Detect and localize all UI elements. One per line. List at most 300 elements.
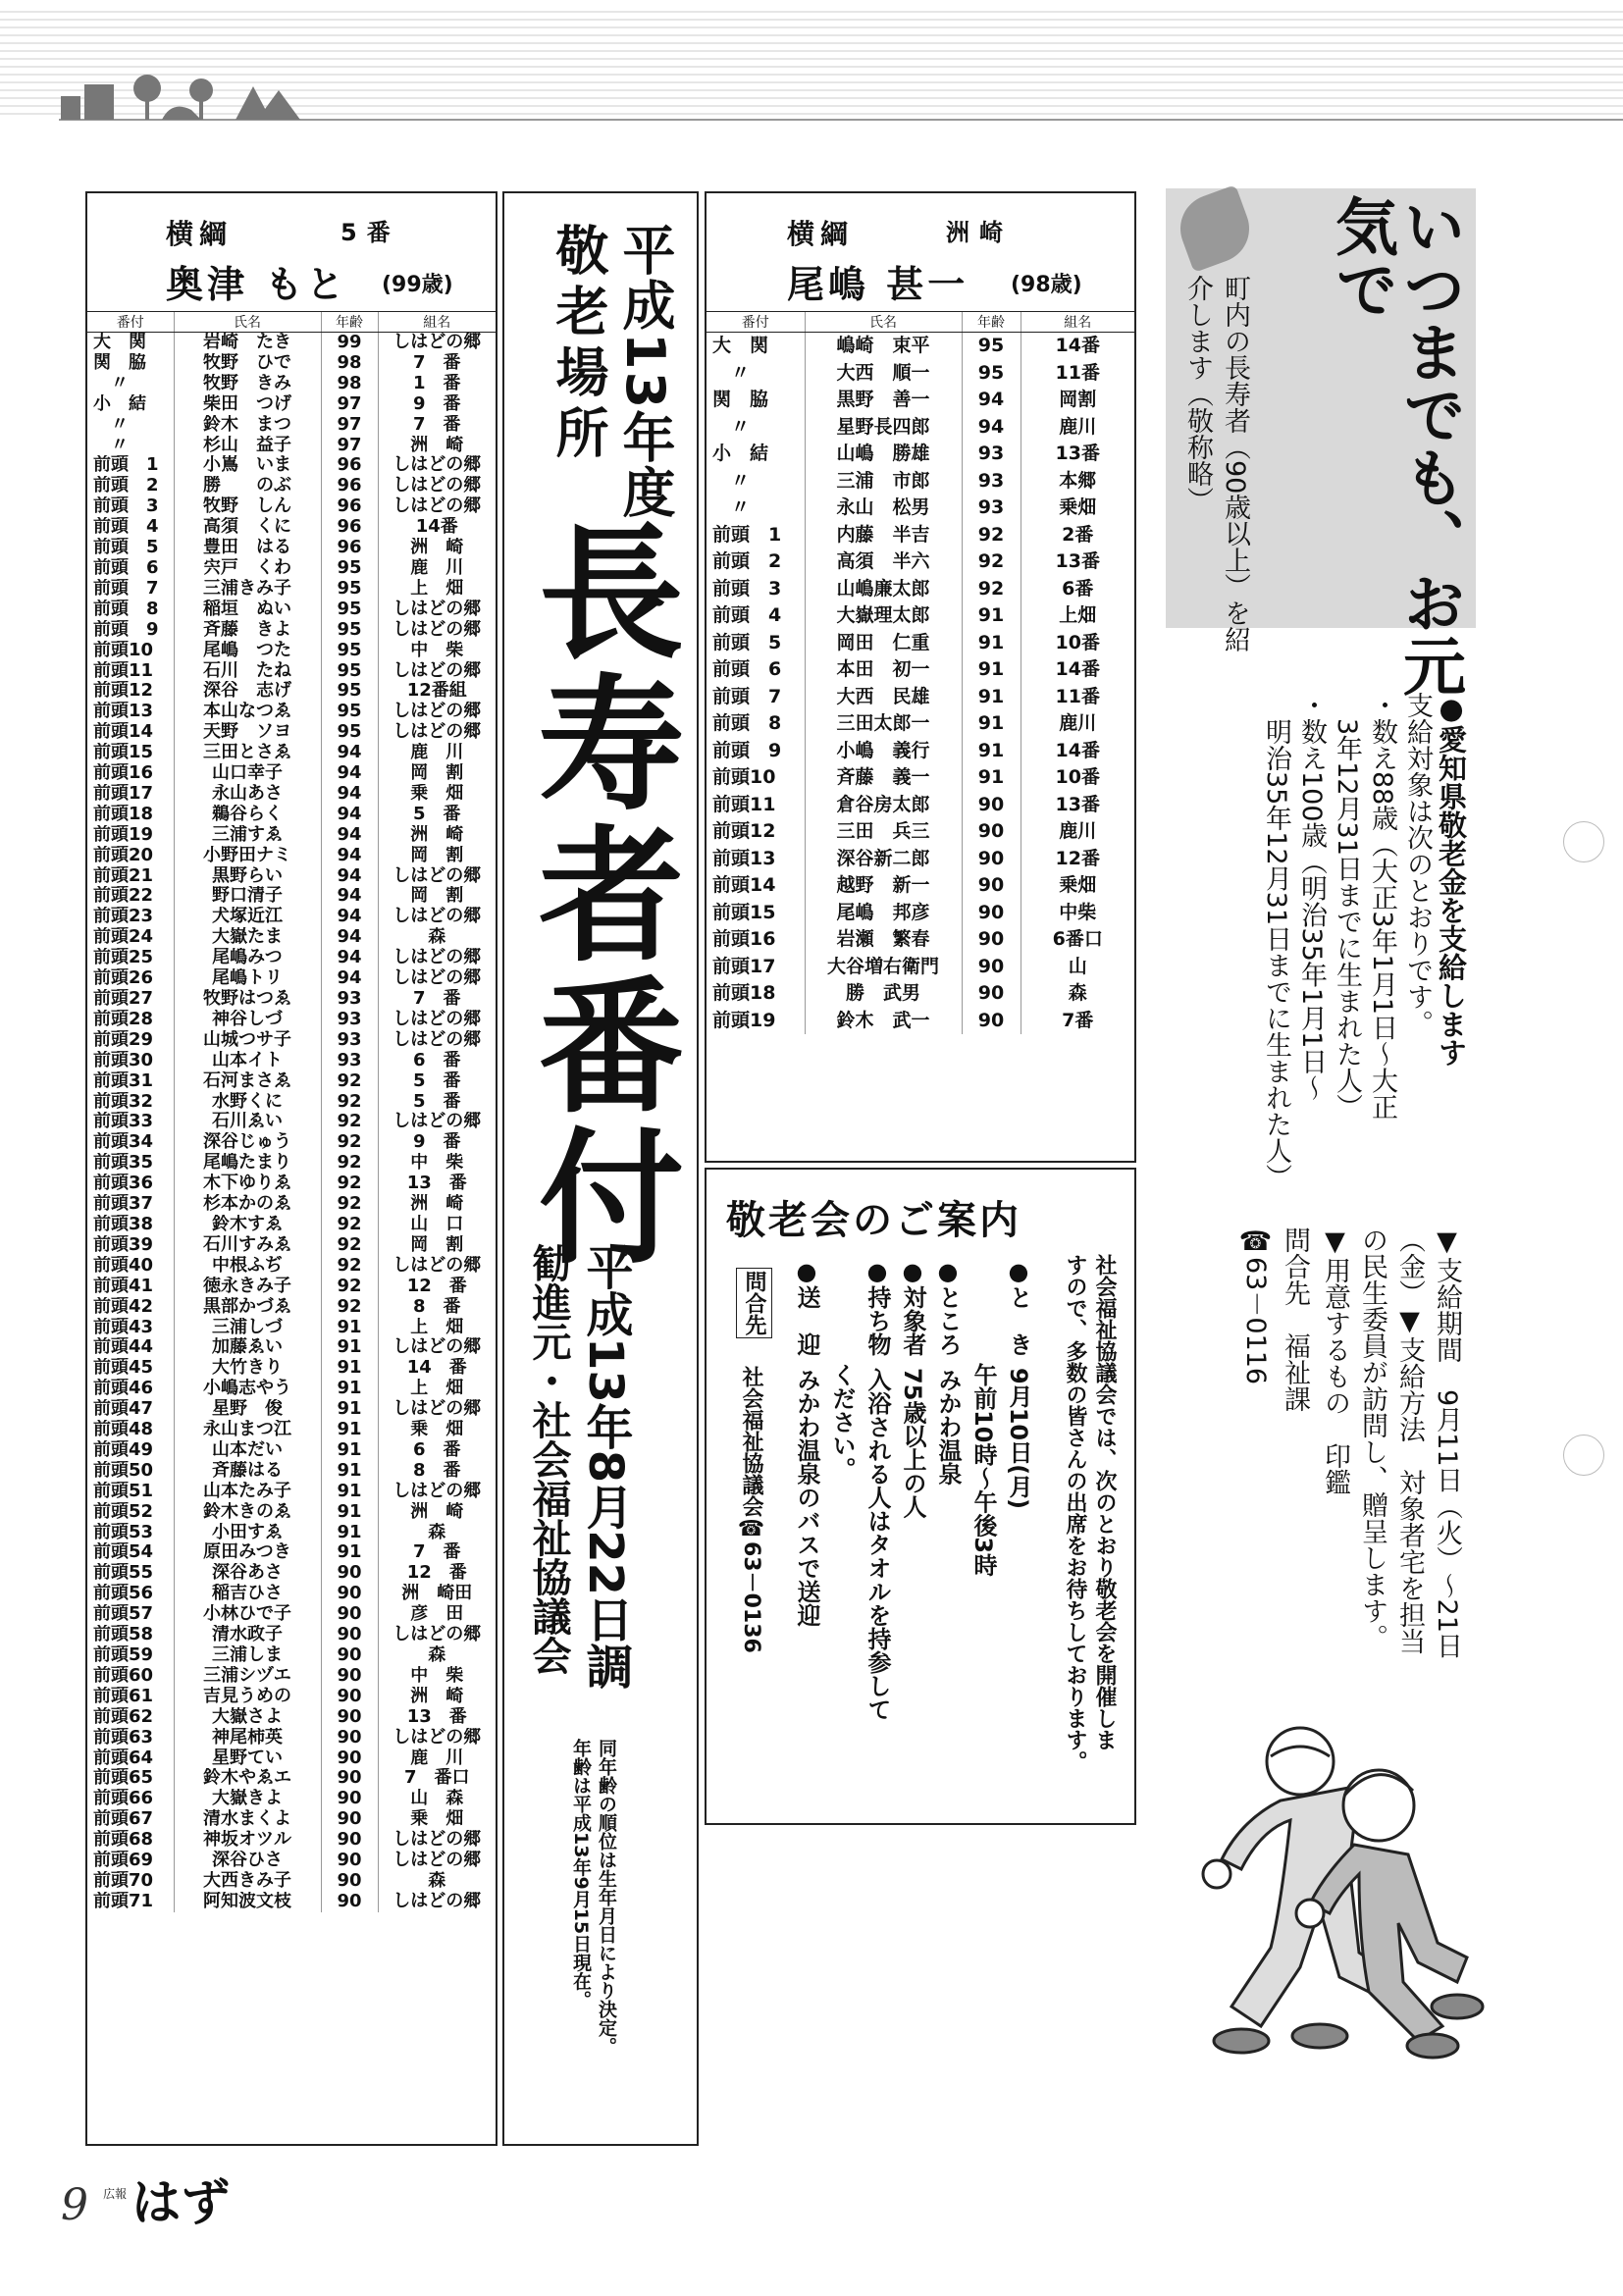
table-row xyxy=(87,1871,496,1892)
table-row xyxy=(87,1318,496,1338)
age-cell: 96 xyxy=(321,538,378,558)
rank-cell: 前頭 2 xyxy=(712,550,782,572)
rank-cell: 前頭 6 xyxy=(712,658,782,680)
group-cell: 乗畑 xyxy=(1021,495,1134,522)
name-cell: 黒野らい xyxy=(174,866,321,887)
group-cell: 上 畑 xyxy=(378,1318,496,1338)
guide-item-label: ●対象者 xyxy=(899,1258,926,1356)
table-row xyxy=(707,926,1134,954)
guide-item-label: ●送 迎 xyxy=(793,1258,820,1356)
rank-cell: 前頭28 xyxy=(93,1009,154,1029)
group-cell: しはどの郷 xyxy=(378,1830,496,1851)
rank-cell: 前頭21 xyxy=(93,865,154,886)
age-cell: 90 xyxy=(321,1604,378,1625)
rank-cell: 前頭40 xyxy=(93,1255,154,1276)
group-cell: 8 番 xyxy=(378,1461,496,1482)
age-cell: 90 xyxy=(321,1809,378,1830)
group-cell: 11番 xyxy=(1021,360,1134,388)
rank-cell: 前頭 6 xyxy=(93,557,159,578)
age-cell: 91 xyxy=(962,602,1021,630)
rank-cell: 前頭51 xyxy=(93,1481,154,1501)
age-cell: 91 xyxy=(321,1420,378,1440)
age-cell: 90 xyxy=(321,1563,378,1584)
champ-area-men: 洲崎 xyxy=(946,219,1013,246)
body-line: 支給対象は次のとおりです。 xyxy=(1402,692,1433,1036)
group-cell: 5 番 xyxy=(378,805,496,825)
group-cell: 乗 畑 xyxy=(378,1809,496,1830)
rank-cell: 前頭63 xyxy=(93,1727,154,1748)
table-row xyxy=(87,1420,496,1440)
rank-cell: 前頭60 xyxy=(93,1665,154,1686)
age-cell: 94 xyxy=(321,784,378,805)
rank-cell: 前頭52 xyxy=(93,1501,154,1522)
name-cell: 牧野はつゑ xyxy=(174,989,321,1010)
group-cell: 12 番 xyxy=(378,1277,496,1297)
group-cell: 乗 畑 xyxy=(378,1420,496,1440)
name-cell: 尾嶋 つた xyxy=(174,641,321,661)
table-row xyxy=(87,620,496,641)
age-cell: 91 xyxy=(321,1440,378,1461)
name-cell: 大嶽理太郎 xyxy=(805,602,962,630)
age-cell: 90 xyxy=(321,1768,378,1789)
table-row xyxy=(87,1358,496,1379)
yokozuna-women xyxy=(87,193,496,311)
age-cell: 92 xyxy=(321,1297,378,1318)
guide-item xyxy=(967,1258,1001,1577)
table-row xyxy=(87,1153,496,1174)
name-cell: 鈴木 武一 xyxy=(805,1008,962,1035)
age-cell: 95 xyxy=(321,579,378,600)
name-cell: 山嶋 勝雄 xyxy=(805,441,962,468)
age-cell: 90 xyxy=(321,1645,378,1666)
age-cell: 90 xyxy=(321,1892,378,1912)
banner-basho: 敬老場所 xyxy=(548,223,609,466)
group-cell: 中 柴 xyxy=(378,1666,496,1687)
age-cell: 90 xyxy=(321,1687,378,1707)
rank-cell: 前頭11 xyxy=(712,793,776,815)
guide-item-text: みかわ温泉のバスで送迎 xyxy=(793,1368,820,1627)
age-cell: 98 xyxy=(321,374,378,394)
period-line: （金）▼支給方法 対象者宅を担当 xyxy=(1394,1226,1425,1654)
group-cell: 1 番 xyxy=(378,374,496,394)
column-header: 組名 xyxy=(1021,312,1134,333)
champ-area: 5番 xyxy=(340,219,400,246)
table-row xyxy=(87,805,496,825)
guide-item xyxy=(790,1258,824,1627)
age-cell: 93 xyxy=(962,468,1021,496)
name-cell: 柴田 つげ xyxy=(174,394,321,415)
age-cell: 91 xyxy=(962,710,1021,738)
group-cell: 12番組 xyxy=(378,681,496,702)
name-cell: 永山あさ xyxy=(174,784,321,805)
allowance-title: ●愛知県敬老金を支給します xyxy=(1435,692,1468,1067)
name-cell: 三浦きみ子 xyxy=(174,579,321,600)
punch-hole xyxy=(1563,821,1604,862)
ranking-list-men xyxy=(707,311,1134,1034)
name-cell: 勝 のぶ xyxy=(174,476,321,496)
table-row xyxy=(87,1523,496,1543)
table-row xyxy=(87,661,496,682)
rank-cell: 前頭59 xyxy=(93,1645,154,1665)
name-cell: 木下ゆりゑ xyxy=(174,1174,321,1194)
group-cell: しはどの郷 xyxy=(378,948,496,968)
name-cell: 小嶌 いま xyxy=(174,455,321,476)
group-cell: 岡 割 xyxy=(378,763,496,784)
name-cell: 豊田 はる xyxy=(174,538,321,558)
table-row xyxy=(87,353,496,374)
name-cell: 清水政子 xyxy=(174,1625,321,1645)
rank-cell: 〃 xyxy=(712,469,751,492)
age-cell: 94 xyxy=(962,387,1021,414)
name-cell: 神坂オツル xyxy=(174,1830,321,1851)
name-cell: 鈴木やゑエ xyxy=(174,1768,321,1789)
group-cell: 鹿川 xyxy=(1021,818,1134,846)
rank-cell: 前頭15 xyxy=(712,901,776,923)
table-row xyxy=(707,468,1134,496)
table-row xyxy=(87,1687,496,1707)
group-cell: 中 柴 xyxy=(378,641,496,661)
body-line: ・数え100歳（明治35年1月1日～ xyxy=(1296,692,1327,1102)
guide-contact-label: 問合先 xyxy=(736,1268,772,1338)
age-cell: 97 xyxy=(321,415,378,436)
age-cell: 93 xyxy=(321,1030,378,1051)
age-cell: 94 xyxy=(321,805,378,825)
guide-item xyxy=(931,1258,966,1486)
age-cell: 91 xyxy=(321,1379,378,1399)
table-row xyxy=(87,1768,496,1789)
name-cell: 小林ひで子 xyxy=(174,1604,321,1625)
age-cell: 93 xyxy=(962,495,1021,522)
rank-cell: 前頭44 xyxy=(93,1337,154,1358)
name-cell: 阿知波文枝 xyxy=(174,1892,321,1912)
group-cell: 森 xyxy=(1021,980,1134,1008)
table-row xyxy=(87,886,496,907)
headline-line-1: いつまでも、お元 xyxy=(1392,194,1465,697)
rank-cell: 前頭55 xyxy=(93,1563,154,1584)
age-cell: 91 xyxy=(321,1318,378,1338)
table-row xyxy=(87,558,496,579)
name-cell: 鈴木すゑ xyxy=(174,1215,321,1235)
age-cell: 91 xyxy=(962,738,1021,765)
rank-cell: 前頭64 xyxy=(93,1748,154,1768)
rank-cell: 〃 xyxy=(712,415,751,438)
age-cell: 95 xyxy=(321,681,378,702)
age-cell: 92 xyxy=(321,1153,378,1174)
group-cell: 鹿 川 xyxy=(378,558,496,579)
rank-cell: 前頭19 xyxy=(93,824,154,845)
group-cell: 10番 xyxy=(1021,764,1134,792)
group-cell: しはどの郷 xyxy=(378,1256,496,1277)
column-header: 氏名 xyxy=(805,312,962,333)
rank-cell: 前頭46 xyxy=(93,1379,154,1399)
rank-cell: 〃 xyxy=(712,361,751,384)
age-cell: 95 xyxy=(962,360,1021,388)
table-row xyxy=(707,576,1134,603)
age-cell: 92 xyxy=(321,1277,378,1297)
banner-note-2: 同年齢の順位は生年月日により決定。 xyxy=(596,1739,617,2056)
body-line: ・数え88歳（大正3年1月1日～大正 xyxy=(1367,692,1397,1121)
name-cell: 高須 半六 xyxy=(805,548,962,576)
name-cell: 越野 新一 xyxy=(805,872,962,900)
group-cell: しはどの郷 xyxy=(378,1010,496,1030)
table-row xyxy=(707,792,1134,819)
name-cell: 中根ふぢ xyxy=(174,1256,321,1277)
rank-cell: 〃 xyxy=(93,414,129,435)
rank-cell: 前頭14 xyxy=(712,874,776,896)
age-cell: 95 xyxy=(321,558,378,579)
name-cell: 稲吉ひさ xyxy=(174,1584,321,1604)
champ-age: (99歳) xyxy=(382,273,453,297)
rank-cell: 前頭50 xyxy=(93,1460,154,1481)
name-cell: 牧野 ひで xyxy=(174,353,321,374)
rank-cell: 前頭36 xyxy=(93,1174,154,1194)
rank-cell: 前頭17 xyxy=(93,783,154,804)
name-cell: 小田すゑ xyxy=(174,1523,321,1543)
group-cell: しはどの郷 xyxy=(378,1482,496,1502)
age-cell: 91 xyxy=(321,1358,378,1379)
name-cell: 深谷あさ xyxy=(174,1563,321,1584)
table-row xyxy=(87,1256,496,1277)
table-row xyxy=(87,1892,496,1912)
table-row xyxy=(87,579,496,600)
age-cell: 91 xyxy=(321,1523,378,1543)
group-cell: 中 柴 xyxy=(378,1153,496,1174)
table-row xyxy=(87,1092,496,1113)
rank-cell: 前頭 2 xyxy=(93,476,159,496)
rank-cell: 前頭56 xyxy=(93,1584,154,1604)
guide-title: 敬老会のご案内 xyxy=(726,1198,1021,1243)
guide-contact: 社会福祉協議会☎63－0136 xyxy=(739,1366,763,1653)
rank-cell: 前頭67 xyxy=(93,1809,154,1830)
name-cell: 鈴木きのゑ xyxy=(174,1502,321,1523)
group-cell: 7番 xyxy=(1021,1008,1134,1035)
table-row xyxy=(87,1707,496,1728)
table-row xyxy=(707,656,1134,684)
age-cell: 95 xyxy=(321,661,378,682)
page-number: 9 xyxy=(61,2180,88,2230)
age-cell: 90 xyxy=(962,980,1021,1008)
table-row xyxy=(87,1194,496,1215)
rank-cell: 前頭70 xyxy=(93,1870,154,1891)
age-cell: 91 xyxy=(321,1461,378,1482)
table-row xyxy=(87,866,496,887)
rank-cell: 前頭35 xyxy=(93,1153,154,1174)
group-cell: 8 番 xyxy=(378,1297,496,1318)
rank-cell: 前頭26 xyxy=(93,968,154,989)
rank-cell: 前頭68 xyxy=(93,1830,154,1851)
age-cell: 90 xyxy=(962,954,1021,981)
champ-name-men: 尾嶋 甚一 xyxy=(787,263,969,306)
magazine-title: はず xyxy=(131,2174,231,2231)
table-row xyxy=(87,1604,496,1625)
rank-cell: 前頭22 xyxy=(93,886,154,907)
age-cell: 91 xyxy=(321,1482,378,1502)
group-cell: 本郷 xyxy=(1021,468,1134,496)
group-cell: 乗 畑 xyxy=(378,784,496,805)
name-cell: 斉藤 義一 xyxy=(805,764,962,792)
name-cell: 岩瀬 繁春 xyxy=(805,926,962,954)
table-row xyxy=(707,764,1134,792)
group-cell: 岡 割 xyxy=(378,1235,496,1256)
age-cell: 91 xyxy=(321,1542,378,1563)
group-cell: 12 番 xyxy=(378,1563,496,1584)
name-cell: 尾嶋トリ xyxy=(174,968,321,989)
group-cell: しはどの郷 xyxy=(378,907,496,927)
table-row xyxy=(707,602,1134,630)
rank-cell: 前頭34 xyxy=(93,1132,154,1153)
group-cell: 洲 崎 xyxy=(378,1687,496,1707)
group-cell: しはどの郷 xyxy=(378,600,496,620)
lead-line-1: 町内の長寿者（90歳以上）を紹 xyxy=(1220,275,1250,653)
headline-line-2: 気で xyxy=(1325,194,1397,320)
age-cell: 92 xyxy=(962,522,1021,549)
table-row xyxy=(87,763,496,784)
table-row xyxy=(707,360,1134,388)
contact-line: 問合先 福祉課 xyxy=(1280,1226,1310,1412)
table-row xyxy=(87,1399,496,1420)
name-cell: 石川ゑい xyxy=(174,1112,321,1132)
age-cell: 92 xyxy=(321,1174,378,1194)
rank-cell: 前頭37 xyxy=(93,1194,154,1215)
rank-cell: 前頭 8 xyxy=(712,712,782,734)
guide-item-text: みかわ温泉 xyxy=(934,1368,962,1486)
table-row xyxy=(87,1277,496,1297)
name-cell: 三田 兵三 xyxy=(805,818,962,846)
age-cell: 92 xyxy=(321,1092,378,1113)
table-row xyxy=(87,476,496,496)
age-cell: 95 xyxy=(321,722,378,743)
group-cell: 2番 xyxy=(1021,522,1134,549)
name-cell: 内藤 半吉 xyxy=(805,522,962,549)
guide-item xyxy=(825,1258,860,1481)
group-cell: 森 xyxy=(378,1645,496,1666)
group-cell: 6番口 xyxy=(1021,926,1134,954)
group-cell: 7 番 xyxy=(378,1542,496,1563)
body-line: 3年12月31日までに生まれた人） xyxy=(1332,692,1362,1121)
banner-sponsor: 勧進元・社会福祉協議会 xyxy=(526,1243,571,1675)
ranking-table-women xyxy=(85,191,497,2146)
group-cell: しはどの郷 xyxy=(378,1399,496,1420)
table-row xyxy=(87,968,496,989)
rank-cell: 前頭 4 xyxy=(712,604,782,626)
table-row xyxy=(87,1297,496,1318)
age-cell: 97 xyxy=(321,436,378,456)
age-cell: 94 xyxy=(321,886,378,907)
group-cell: しはどの郷 xyxy=(378,620,496,641)
table-row xyxy=(87,1379,496,1399)
table-row xyxy=(87,1542,496,1563)
name-cell: 星野長四郎 xyxy=(805,414,962,442)
column-header: 年齢 xyxy=(962,312,1021,333)
name-cell: 深谷新二郎 xyxy=(805,846,962,873)
table-row xyxy=(87,455,496,476)
age-cell: 90 xyxy=(321,1625,378,1645)
name-cell: 鵜谷らく xyxy=(174,805,321,825)
table-row xyxy=(87,927,496,948)
header-decoration xyxy=(0,0,1623,177)
group-cell: 上 畑 xyxy=(378,579,496,600)
event-guide xyxy=(705,1168,1136,1825)
name-cell: 黒部かづゑ xyxy=(174,1297,321,1318)
age-cell: 91 xyxy=(962,656,1021,684)
table-row xyxy=(707,710,1134,738)
name-cell: 石川すみゑ xyxy=(174,1235,321,1256)
champ-rank: 横綱 xyxy=(166,218,234,250)
age-cell: 91 xyxy=(962,630,1021,657)
rank-cell: 前頭10 xyxy=(712,766,776,788)
name-cell: 神谷しづ xyxy=(174,1010,321,1030)
name-cell: 石川 たね xyxy=(174,661,321,682)
rank-cell: 前頭58 xyxy=(93,1625,154,1645)
name-cell: 三浦しづ xyxy=(174,1318,321,1338)
age-cell: 90 xyxy=(962,818,1021,846)
age-cell: 91 xyxy=(321,1502,378,1523)
rank-cell: 前頭32 xyxy=(93,1091,154,1112)
table-row xyxy=(87,1728,496,1748)
group-cell: 岡 割 xyxy=(378,846,496,866)
table-row xyxy=(87,1132,496,1153)
group-cell: しはどの郷 xyxy=(378,661,496,682)
rank-cell: 前頭15 xyxy=(93,743,154,763)
rank-cell: 前頭53 xyxy=(93,1522,154,1542)
name-cell: 三田とさゑ xyxy=(174,743,321,763)
rank-cell: 大 関 xyxy=(712,335,769,356)
age-cell: 90 xyxy=(321,1851,378,1871)
rank-cell: 前頭 7 xyxy=(93,578,159,599)
name-cell: 倉谷房太郎 xyxy=(805,792,962,819)
table-row xyxy=(707,414,1134,442)
rank-cell: 前頭48 xyxy=(93,1420,154,1440)
age-cell: 94 xyxy=(321,846,378,866)
rank-cell: 前頭 7 xyxy=(712,685,782,707)
ranking-list xyxy=(87,311,496,1912)
age-cell: 92 xyxy=(962,548,1021,576)
age-cell: 91 xyxy=(321,1337,378,1358)
table-row xyxy=(707,1008,1134,1035)
table-row xyxy=(87,1563,496,1584)
name-cell: 深谷 志げ xyxy=(174,681,321,702)
table-row xyxy=(87,517,496,538)
age-cell: 97 xyxy=(321,394,378,415)
age-cell: 94 xyxy=(321,825,378,846)
ranking-table-men xyxy=(705,191,1136,1163)
group-cell: 10番 xyxy=(1021,630,1134,657)
age-cell: 92 xyxy=(321,1112,378,1132)
group-cell: 森 xyxy=(378,1871,496,1892)
punch-hole xyxy=(1563,1435,1604,1476)
table-row xyxy=(87,1584,496,1604)
name-cell: 三田太郎一 xyxy=(805,710,962,738)
rank-cell: 前頭13 xyxy=(712,847,776,869)
table-row xyxy=(87,784,496,805)
period-line: ▼支給期間 9月11日（火）～21日 xyxy=(1432,1226,1462,1659)
name-cell: 星野 俊 xyxy=(174,1399,321,1420)
name-cell: 大嶽きよ xyxy=(174,1789,321,1809)
name-cell: 三浦しま xyxy=(174,1645,321,1666)
group-cell: しはどの郷 xyxy=(378,496,496,517)
column-header: 番付 xyxy=(707,312,805,333)
rank-cell: 前頭61 xyxy=(93,1686,154,1706)
lead-line-2: 介します（敬称略） xyxy=(1182,275,1213,513)
group-cell: 上畑 xyxy=(1021,602,1134,630)
guide-item xyxy=(896,1258,930,1518)
group-cell: 洲 崎 xyxy=(378,825,496,846)
column-header: 氏名 xyxy=(174,312,321,333)
rank-cell: 前頭16 xyxy=(712,928,776,950)
name-cell: 斉藤 きよ xyxy=(174,620,321,641)
name-cell: 永山 松男 xyxy=(805,495,962,522)
rank-cell: 前頭62 xyxy=(93,1706,154,1727)
